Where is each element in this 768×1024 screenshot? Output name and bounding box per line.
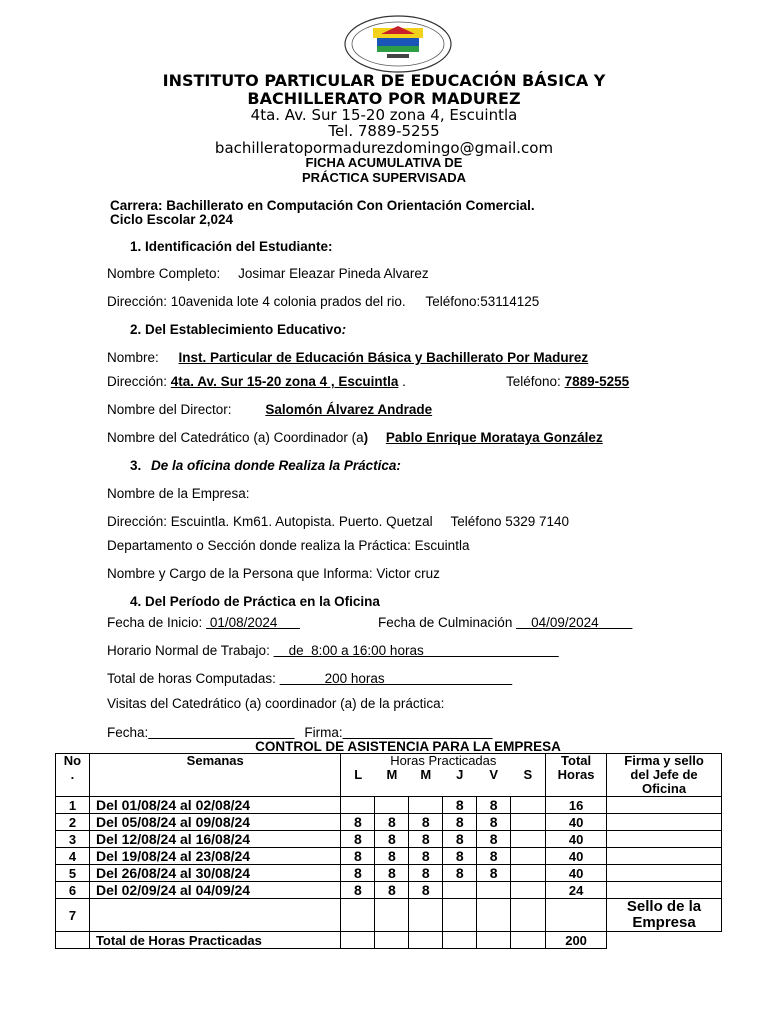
student-phone: Teléfono:53114125 — [425, 294, 540, 309]
col-no-dot: . — [70, 767, 75, 782]
row-day-hours — [375, 899, 409, 932]
row-signature-cell — [607, 814, 722, 831]
row-day-hours: 8 — [477, 797, 511, 814]
table-row — [56, 831, 722, 848]
row-week-range: Del 19/08/24 al 23/08/24 — [89, 848, 341, 865]
section2-heading-colon: : — [341, 322, 347, 337]
row-day-hours — [409, 797, 443, 814]
attendance-title: CONTROL DE ASISTENCIA PARA LA EMPRESA — [255, 739, 561, 754]
row-day-hours: 8 — [477, 848, 511, 865]
row-day-hours: 8 — [443, 865, 477, 882]
row-day-hours: 8 — [341, 814, 375, 831]
row-number: 5 — [56, 865, 90, 882]
row-day-hours — [511, 797, 546, 814]
end-date-row — [378, 615, 632, 630]
stamp-label-line2: Empresa — [632, 914, 696, 931]
school-address-row — [107, 374, 406, 389]
table-header-row — [56, 754, 722, 769]
total-hours-row — [107, 671, 512, 686]
row-day-hours: 8 — [375, 814, 409, 831]
schedule-value: de 8:00 a 16:00 horas — [273, 643, 559, 658]
section3-heading — [130, 458, 401, 473]
row-day-hours: 8 — [409, 848, 443, 865]
row-day-hours: 8 — [477, 865, 511, 882]
form-title-line2: PRÁCTICA SUPERVISADA — [302, 170, 466, 185]
day-header-v: V — [477, 768, 511, 797]
row-day-hours: 8 — [443, 797, 477, 814]
company-phone: Teléfono 5329 7140 — [450, 514, 570, 529]
coordinator-label: Nombre del Catedrático (a) Coordinador (a — [107, 430, 364, 445]
schedule-row — [107, 643, 559, 658]
row-week-range: Del 01/08/24 al 02/08/24 — [89, 797, 341, 814]
row-day-hours: 8 — [477, 814, 511, 831]
row-signature-cell — [607, 848, 722, 865]
row-day-hours: 8 — [409, 814, 443, 831]
company-address-row — [107, 514, 569, 529]
table-row — [56, 797, 722, 814]
col-sign-label1: Firma y sello — [624, 753, 704, 768]
visit-date-field[interactable] — [148, 725, 294, 740]
school-address-dot: . — [402, 374, 406, 389]
school-name-label: Nombre: — [107, 350, 159, 365]
director-row — [107, 402, 432, 417]
row-day-hours: 8 — [341, 882, 375, 899]
row-day-hours — [511, 848, 546, 865]
coordinator-paren: ) — [363, 430, 369, 445]
row-day-hours — [477, 882, 511, 899]
row-day-hours: 8 — [341, 831, 375, 848]
student-address-row — [107, 294, 539, 309]
school-phone-row — [506, 374, 629, 389]
col-total-label2: Horas — [557, 767, 595, 782]
day-header-l: L — [341, 768, 375, 797]
end-date-value: 04/09/2024 — [516, 615, 633, 630]
row-total-hours: 16 — [546, 797, 607, 814]
total-row-value: 200 — [546, 932, 607, 949]
row-day-hours: 8 — [443, 831, 477, 848]
row-day-hours — [341, 899, 375, 932]
institution-email: bachilleratopormadurezdomingo@gmail.com — [214, 139, 554, 157]
col-hours-header: Horas Practicadas — [341, 754, 546, 769]
row-day-hours — [375, 797, 409, 814]
row-day-hours — [511, 882, 546, 899]
row-signature-cell — [607, 831, 722, 848]
row-day-hours — [511, 865, 546, 882]
row-day-hours: 8 — [477, 831, 511, 848]
day-header-m1: M — [375, 768, 409, 797]
section3-heading-num: 3. — [130, 458, 142, 473]
row-day-hours: 8 — [341, 865, 375, 882]
informant-row: Nombre y Cargo de la Persona que Informa: Victor cruz — [107, 566, 440, 581]
total-hours-value: 200 horas — [279, 671, 513, 686]
total-row-cell — [443, 932, 477, 949]
row-week-range: Del 02/09/24 al 04/09/24 — [89, 882, 341, 899]
row-total-hours — [546, 899, 607, 932]
visits-row: Visitas del Catedrático (a) coordinador (a) de la práctica: — [107, 696, 445, 711]
institution-phone: Tel. 7889-5255 — [328, 122, 440, 140]
start-date-row — [107, 615, 300, 630]
total-hours-label: Total de horas Computadas: — [107, 671, 276, 686]
row-number: 4 — [56, 848, 90, 865]
row-day-hours — [477, 899, 511, 932]
row-total-hours: 40 — [546, 814, 607, 831]
director-label: Nombre del Director: — [107, 402, 232, 417]
col-sign-label2: del Jefe de — [630, 767, 698, 782]
row-day-hours — [511, 831, 546, 848]
row-signature-cell — [607, 797, 722, 814]
school-name-row — [107, 350, 588, 365]
row-day-hours: 8 — [409, 865, 443, 882]
department-row: Departamento o Sección donde realiza la Práctica: Escuintla — [107, 538, 470, 553]
school-name-value: Inst. Particular de Educación Básica y Bachillerato Por Madurez — [178, 350, 589, 365]
row-day-hours: 8 — [409, 831, 443, 848]
coordinator-row — [107, 430, 603, 445]
company-name-label: Nombre de la Empresa: — [107, 486, 250, 501]
row-number: 7 — [56, 899, 90, 932]
student-name-label: Nombre Completo: — [107, 266, 221, 281]
total-row-cell — [409, 932, 443, 949]
table-total-row — [56, 932, 722, 949]
row-day-hours: 8 — [375, 848, 409, 865]
director-value: Salomón Álvarez Andrade — [265, 402, 433, 417]
row-day-hours — [511, 899, 546, 932]
col-total-header — [546, 754, 607, 797]
section2-heading — [130, 322, 346, 337]
col-sign-label3: Oficina — [641, 781, 687, 796]
row-week-range: Del 12/08/24 al 16/08/24 — [89, 831, 341, 848]
day-header-j: J — [443, 768, 477, 797]
school-address-label: Dirección: — [107, 374, 168, 389]
form-title-line1: FICHA ACUMULATIVA DE — [305, 155, 463, 170]
start-date-value: 01/08/2024 — [206, 615, 300, 630]
row-week-range: Del 26/08/24 al 30/08/24 — [89, 865, 341, 882]
total-row-cell — [477, 932, 511, 949]
row-signature-cell — [607, 882, 722, 899]
row-day-hours — [409, 899, 443, 932]
total-row-blank — [56, 932, 90, 949]
school-phone-value: 7889-5255 — [564, 374, 630, 389]
row-day-hours — [443, 882, 477, 899]
student-address: Dirección: 10avenida lote 4 colonia prados del rio. — [107, 294, 406, 309]
row-total-hours: 40 — [546, 831, 607, 848]
section4-heading: 4. Del Período de Práctica en la Oficina — [130, 594, 380, 609]
school-year: Ciclo Escolar 2,024 — [110, 212, 234, 227]
schedule-label: Horario Normal de Trabajo: — [107, 643, 270, 658]
row-signature-cell — [607, 865, 722, 882]
company-stamp-cell — [607, 899, 722, 932]
visit-sign-field[interactable] — [343, 725, 493, 740]
visit-sign-label: Firma: — [304, 725, 343, 740]
table-row — [56, 814, 722, 831]
row-day-hours: 8 — [409, 882, 443, 899]
table-row — [56, 865, 722, 882]
row-week-range — [89, 899, 341, 932]
visit-fields-row — [107, 725, 493, 740]
coordinator-value: Pablo Enrique Morataya González — [385, 430, 603, 445]
row-day-hours: 8 — [443, 814, 477, 831]
total-row-label: Total de Horas Practicadas — [89, 932, 341, 949]
col-no-label: No — [63, 753, 82, 768]
row-day-hours: 8 — [341, 848, 375, 865]
row-day-hours — [443, 899, 477, 932]
row-number: 3 — [56, 831, 90, 848]
section2-heading-text: 2. Del Establecimiento Educativo — [130, 322, 342, 337]
row-day-hours: 8 — [375, 831, 409, 848]
table-row — [56, 882, 722, 899]
day-header-m2: M — [409, 768, 443, 797]
row-day-hours — [341, 797, 375, 814]
col-weeks-header: Semanas — [89, 754, 341, 797]
row-total-hours: 40 — [546, 848, 607, 865]
institution-name-line2: BACHILLERATO POR MADUREZ — [247, 89, 521, 108]
start-date-label: Fecha de Inicio: — [107, 615, 203, 630]
row-week-range: Del 05/08/24 al 09/08/24 — [89, 814, 341, 831]
total-row-cell — [341, 932, 375, 949]
institute-logo — [343, 14, 453, 74]
table-row — [56, 848, 722, 865]
attendance-table — [55, 753, 722, 949]
visit-date-label: Fecha: — [107, 725, 149, 740]
row-day-hours: 8 — [443, 848, 477, 865]
table-row — [56, 899, 722, 932]
row-day-hours: 8 — [375, 865, 409, 882]
student-name-value: Josimar Eleazar Pineda Alvarez — [238, 266, 429, 281]
stamp-label-line1: Sello de la — [626, 898, 702, 915]
total-row-cell — [375, 932, 409, 949]
institution-address: 4ta. Av. Sur 15-20 zona 4, Escuintla — [250, 106, 518, 124]
institution-name-line1: INSTITUTO PARTICULAR DE EDUCACIÓN BÁSICA Y — [162, 71, 606, 90]
row-day-hours: 8 — [375, 882, 409, 899]
col-sign-header — [607, 754, 722, 797]
row-number: 6 — [56, 882, 90, 899]
row-total-hours: 40 — [546, 865, 607, 882]
student-name-row — [107, 266, 429, 281]
col-total-label1: Total — [561, 753, 592, 768]
row-total-hours: 24 — [546, 882, 607, 899]
end-date-label: Fecha de Culminación — [378, 615, 513, 630]
col-no-header — [56, 754, 90, 797]
company-address: Dirección: Escuintla. Km61. Autopista. Puerto. Quetzal — [107, 514, 433, 529]
school-phone-label: Teléfono: — [506, 374, 561, 389]
school-address-value: 4ta. Av. Sur 15-20 zona 4 , Escuintla — [170, 374, 399, 389]
section1-heading: 1. Identificación del Estudiante: — [130, 239, 333, 254]
career-line: Carrera: Bachillerato en Computación Con Orientación Comercial. — [110, 198, 535, 213]
section3-heading-text: De la oficina donde Realiza la Práctica: — [151, 458, 401, 473]
row-number: 2 — [56, 814, 90, 831]
total-row-cell — [511, 932, 546, 949]
day-header-s: S — [511, 768, 546, 797]
row-number: 1 — [56, 797, 90, 814]
row-day-hours — [511, 814, 546, 831]
